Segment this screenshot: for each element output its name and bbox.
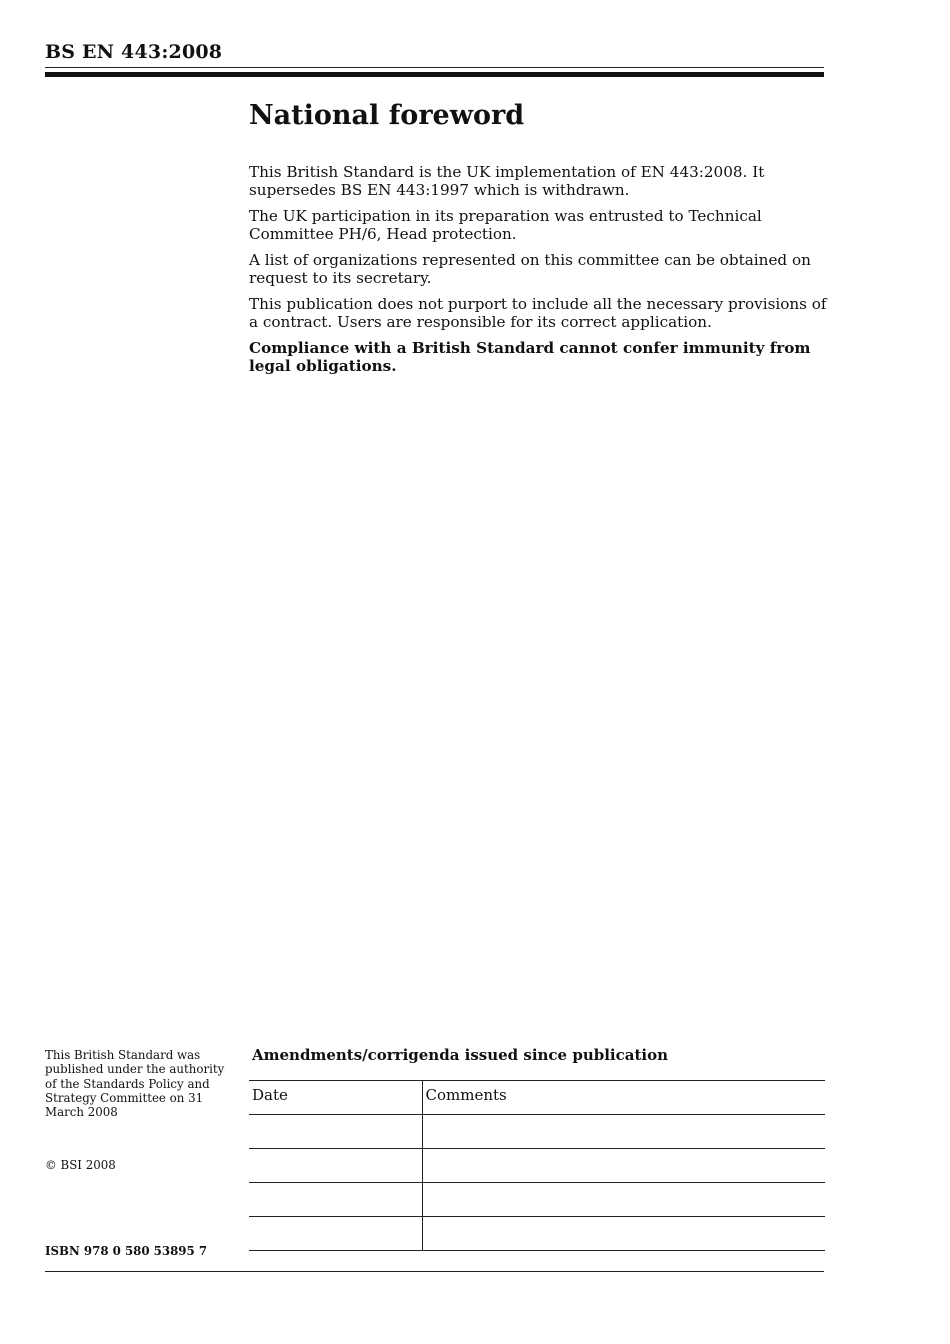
paragraph-provisions: This publication does not purport to include all the necessary provisions of a contract. Users are responsible for its correct application. — [249, 295, 827, 331]
table-row — [249, 1217, 825, 1251]
date-column-header: Date — [249, 1081, 422, 1115]
publication-note: This British Standard was published under the authority of the Standards Policy and Strategy Committee on 31 March 2008 — [45, 1048, 225, 1120]
date-cell — [249, 1115, 422, 1149]
comments-cell — [422, 1149, 825, 1183]
paragraph-compliance: Compliance with a British Standard cannot confer immunity from legal obligations. — [249, 339, 811, 375]
date-cell — [249, 1149, 422, 1183]
date-cell — [249, 1217, 422, 1251]
document-code: BS EN 443:2008 — [45, 41, 223, 63]
amendments-title: Amendments/corrigenda issued since publication — [252, 1046, 668, 1064]
foreword-body — [249, 163, 829, 383]
isbn: ISBN 978 0 580 53895 7 — [45, 1244, 208, 1258]
footer-rule — [45, 1271, 824, 1272]
comments-cell — [422, 1217, 825, 1251]
paragraph-supersedes: This British Standard is the UK implementation of EN 443:2008. It supersedes BS EN 443:1997 which is withdrawn. — [249, 163, 765, 199]
paragraph-committee: The UK participation in its preparation was entrusted to Technical Committee PH/6, Head protection. — [249, 207, 762, 243]
comments-cell — [422, 1115, 825, 1149]
amendments-table — [249, 1080, 825, 1251]
header-rule-thick — [45, 72, 824, 77]
table-header-row — [249, 1081, 825, 1115]
copyright-note: © BSI 2008 — [45, 1158, 116, 1172]
table-row — [249, 1115, 825, 1149]
table-row — [249, 1149, 825, 1183]
header-rule-thin — [45, 67, 824, 68]
comments-cell — [422, 1183, 825, 1217]
table-row — [249, 1183, 825, 1217]
comments-column-header: Comments — [422, 1081, 825, 1115]
paragraph-organizations: A list of organizations represented on this committee can be obtained on request to its secretary. — [249, 251, 811, 287]
page-title: National foreword — [249, 100, 525, 131]
date-cell — [249, 1183, 422, 1217]
